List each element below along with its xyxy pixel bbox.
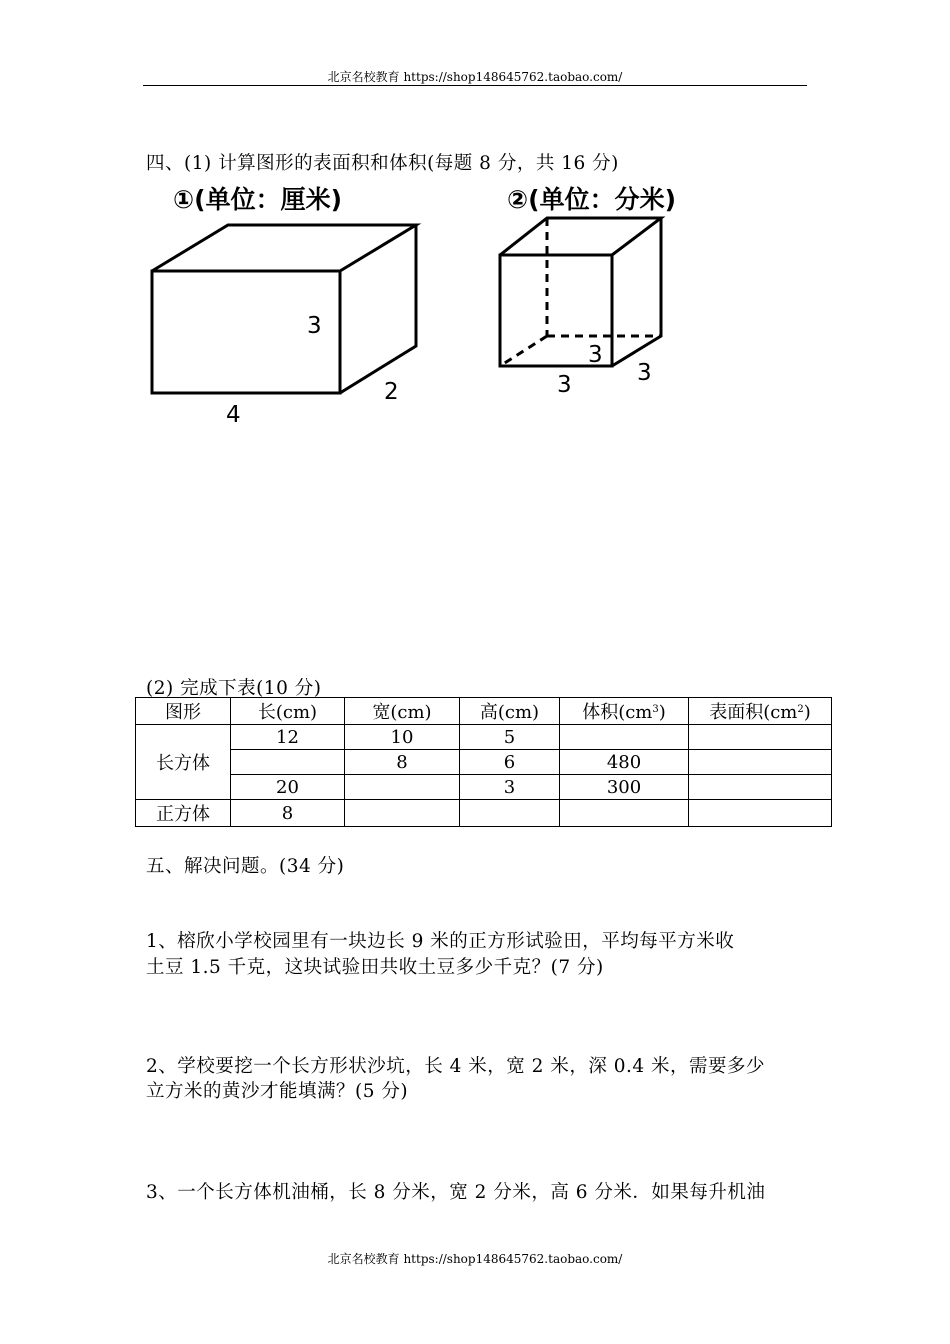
question3-line1: 3、一个长方体机油桶，长 8 分米，宽 2 分米，高 6 分米．如果每升机油 <box>146 1182 766 1203</box>
header-width: 宽(cm) <box>345 698 460 725</box>
cell-width: 10 <box>345 725 460 750</box>
table-row <box>136 775 832 800</box>
page-footer: 北京名校教育 https://shop148645762.taobao.com/ <box>327 1252 623 1266</box>
cube-label: 正方体 <box>136 800 231 827</box>
section5-title: 五、解决问题。(34 分) <box>146 856 345 877</box>
fill-in-table <box>135 697 832 827</box>
figure2-top-face <box>500 218 661 255</box>
figure1-label: ①(单位：厘米) <box>173 185 343 214</box>
page-header: 北京名校教育 https://shop148645762.taobao.com/ <box>327 70 623 84</box>
figure1-length-label: 4 <box>226 402 241 428</box>
table-header-row <box>136 698 832 725</box>
header-surface-area: 表面积$(cm^2)$ <box>689 698 832 725</box>
cuboid-label: 长方体 <box>136 725 231 800</box>
figure2-label: ②(单位：分米) <box>507 185 677 214</box>
table-row <box>136 800 832 827</box>
section4-title: 四、(1) 计算图形的表面积和体积(每题 8 分，共 16 分) <box>146 153 619 174</box>
cell-height: 5 <box>460 725 560 750</box>
table-row <box>136 750 832 775</box>
question1-line1: 1、榕欣小学校园里有一块边长 9 米的正方形试验田，平均每平方米收 <box>146 931 735 952</box>
cell-surface-area <box>689 800 832 827</box>
part2-title: (2) 完成下表(10 分) <box>146 678 322 699</box>
cell-length: 8 <box>231 800 345 827</box>
cell-length: 12 <box>231 725 345 750</box>
cell-length: 20 <box>231 775 345 800</box>
figure1-height-label: 3 <box>307 313 322 339</box>
question2-line1: 2、学校要挖一个长方形状沙坑，长 4 米，宽 2 米，深 0.4 米，需要多少 <box>146 1056 766 1077</box>
cell-height: 3 <box>460 775 560 800</box>
header-shape: 图形 <box>136 698 231 725</box>
figure2-depth-label-a: 3 <box>588 342 603 368</box>
cell-length <box>231 750 345 775</box>
table-row <box>136 725 832 750</box>
figure1-depth-label: 2 <box>384 379 399 405</box>
cell-height: 6 <box>460 750 560 775</box>
header-height: 高(cm) <box>460 698 560 725</box>
cell-volume <box>560 800 689 827</box>
header-length: 长(cm) <box>231 698 345 725</box>
figure2-hidden-edge-diagonal <box>500 336 547 366</box>
cell-height <box>460 800 560 827</box>
cell-width: 8 <box>345 750 460 775</box>
question2-line2: 立方米的黄沙才能填满？(5 分) <box>146 1081 409 1102</box>
figure2-depth-label-b: 3 <box>637 360 652 386</box>
cell-volume: 480 <box>560 750 689 775</box>
cell-volume: 300 <box>560 775 689 800</box>
figure2-cube <box>0 0 950 440</box>
cell-volume <box>560 725 689 750</box>
question1-line2: 土豆 1.5 千克，这块试验田共收土豆多少千克？(7 分) <box>146 957 604 978</box>
cell-width <box>345 775 460 800</box>
cell-surface-area <box>689 775 832 800</box>
figure2-side-face <box>612 218 661 366</box>
figure2-width-label: 3 <box>557 372 572 398</box>
header-volume: 体积$(cm^3)$ <box>560 698 689 725</box>
cell-surface-area <box>689 725 832 750</box>
cell-width <box>345 800 460 827</box>
cell-surface-area <box>689 750 832 775</box>
